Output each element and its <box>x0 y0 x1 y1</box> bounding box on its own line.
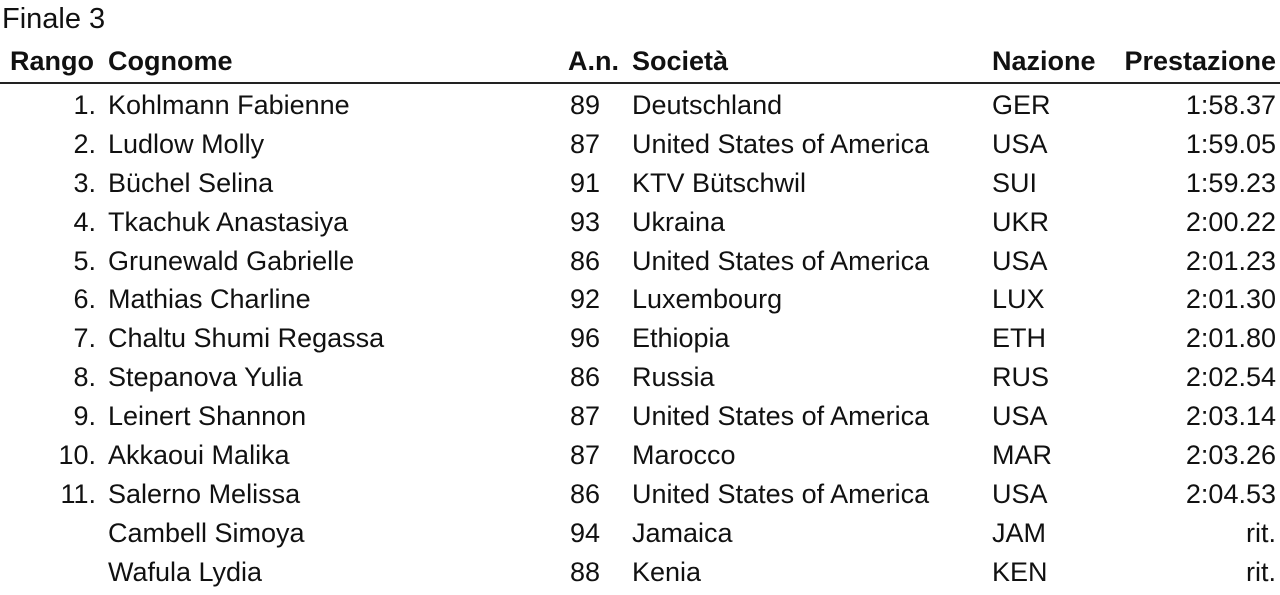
nation-cell: ETH <box>992 323 1046 354</box>
year-cell: 88 <box>569 556 600 587</box>
club-cell: Kenia <box>632 556 702 587</box>
year-cell: 92 <box>569 284 600 315</box>
name-cell: Grunewald Gabrielle <box>108 245 355 276</box>
rank-cell: 11. <box>60 478 96 509</box>
nation-cell: JAM <box>992 517 1046 548</box>
table-row <box>0 397 1280 436</box>
rank-cell: 9. <box>73 401 96 432</box>
header-time: Prestazione <box>1124 46 1276 76</box>
name-cell: Akkaoui Malika <box>108 440 290 471</box>
nation-cell: USA <box>992 245 1048 276</box>
time-cell: 2:01.23 <box>1185 245 1276 276</box>
year-cell: 87 <box>569 401 600 432</box>
year-cell: 89 <box>569 90 600 120</box>
table-row <box>0 514 1280 553</box>
name-cell: Salerno Melissa <box>108 478 301 509</box>
name-cell: Stepanova Yulia <box>108 362 303 393</box>
name-cell: Mathias Charline <box>108 284 311 315</box>
club-cell: United States of America <box>632 245 930 276</box>
club-cell: Marocco <box>632 440 736 471</box>
table-row <box>0 242 1280 281</box>
header-year: A.n. <box>568 46 619 76</box>
table-row <box>0 436 1280 475</box>
time-cell: rit. <box>1246 556 1276 587</box>
time-cell: 2:03.26 <box>1185 440 1276 471</box>
year-cell: 91 <box>569 167 600 198</box>
name-cell: Cambell Simoya <box>108 517 305 548</box>
year-cell: 94 <box>569 517 600 548</box>
rank-cell: 10. <box>58 440 96 471</box>
year-cell: 93 <box>569 206 600 237</box>
club-cell: Jamaica <box>632 517 733 548</box>
nation-cell: GER <box>992 90 1051 120</box>
nation-cell: KEN <box>992 556 1048 587</box>
rank-cell: 4. <box>73 206 96 237</box>
club-cell: Ukraina <box>632 206 726 237</box>
club-cell: KTV Bütschwil <box>632 167 807 198</box>
time-cell: 2:03.14 <box>1185 401 1276 432</box>
year-cell: 86 <box>569 478 600 509</box>
time-cell: 1:58.37 <box>1185 90 1276 120</box>
club-cell: United States of America <box>632 128 930 159</box>
name-cell: Chaltu Shumi Regassa <box>108 323 385 354</box>
club-cell: Luxembourg <box>632 284 783 315</box>
year-cell: 87 <box>569 440 600 471</box>
table-row <box>0 319 1280 358</box>
club-cell: Russia <box>632 362 715 393</box>
rank-cell: 1. <box>73 90 96 120</box>
table-row <box>0 203 1280 242</box>
table-row <box>0 86 1280 125</box>
year-cell: 96 <box>569 323 600 354</box>
rank-cell: 8. <box>73 362 96 393</box>
club-cell: Deutschland <box>632 90 783 120</box>
time-cell: 2:04.53 <box>1185 478 1276 509</box>
header-nation: Nazione <box>992 46 1096 76</box>
time-cell: 1:59.05 <box>1185 128 1276 159</box>
time-cell: 1:59.23 <box>1185 167 1276 198</box>
table-row <box>0 125 1280 164</box>
nation-cell: RUS <box>992 362 1050 393</box>
rank-cell: 7. <box>73 323 96 354</box>
name-cell: Büchel Selina <box>108 167 274 198</box>
page-title: Finale 3 <box>2 3 106 35</box>
table-row <box>0 164 1280 203</box>
club-cell: United States of America <box>632 401 930 432</box>
nation-cell: UKR <box>992 206 1050 237</box>
name-cell: Ludlow Molly <box>108 128 265 159</box>
time-cell: 2:01.80 <box>1185 323 1276 354</box>
table-row <box>0 280 1280 319</box>
results-table <box>0 86 1280 592</box>
table-row <box>0 358 1280 397</box>
rank-cell: 6. <box>73 284 96 315</box>
nation-cell: LUX <box>992 284 1045 315</box>
club-cell: Ethiopia <box>632 323 730 354</box>
time-cell: rit. <box>1246 517 1276 548</box>
year-cell: 86 <box>569 245 600 276</box>
name-cell: Wafula Lydia <box>108 556 263 587</box>
header-name: Cognome <box>108 46 233 76</box>
name-cell: Tkachuk Anastasiya <box>108 206 349 237</box>
rank-cell: 5. <box>73 245 96 276</box>
rank-cell: 2. <box>73 128 96 159</box>
header-club: Società <box>632 46 729 76</box>
nation-cell: MAR <box>992 440 1052 471</box>
time-cell: 2:00.22 <box>1185 206 1276 237</box>
rank-cell: 3. <box>73 167 96 198</box>
year-cell: 86 <box>569 362 600 393</box>
header-rank: Rango <box>10 46 94 76</box>
time-cell: 2:01.30 <box>1185 284 1276 315</box>
name-cell: Leinert Shannon <box>108 401 307 432</box>
nation-cell: USA <box>992 478 1048 509</box>
nation-cell: USA <box>992 128 1048 159</box>
header-divider <box>0 82 1280 84</box>
table-row <box>0 475 1280 514</box>
club-cell: United States of America <box>632 478 930 509</box>
time-cell: 2:02.54 <box>1185 362 1276 393</box>
name-cell: Kohlmann Fabienne <box>108 90 350 120</box>
table-row <box>0 553 1280 592</box>
nation-cell: USA <box>992 401 1048 432</box>
table-header <box>0 44 1280 78</box>
nation-cell: SUI <box>992 167 1038 198</box>
year-cell: 87 <box>569 128 600 159</box>
